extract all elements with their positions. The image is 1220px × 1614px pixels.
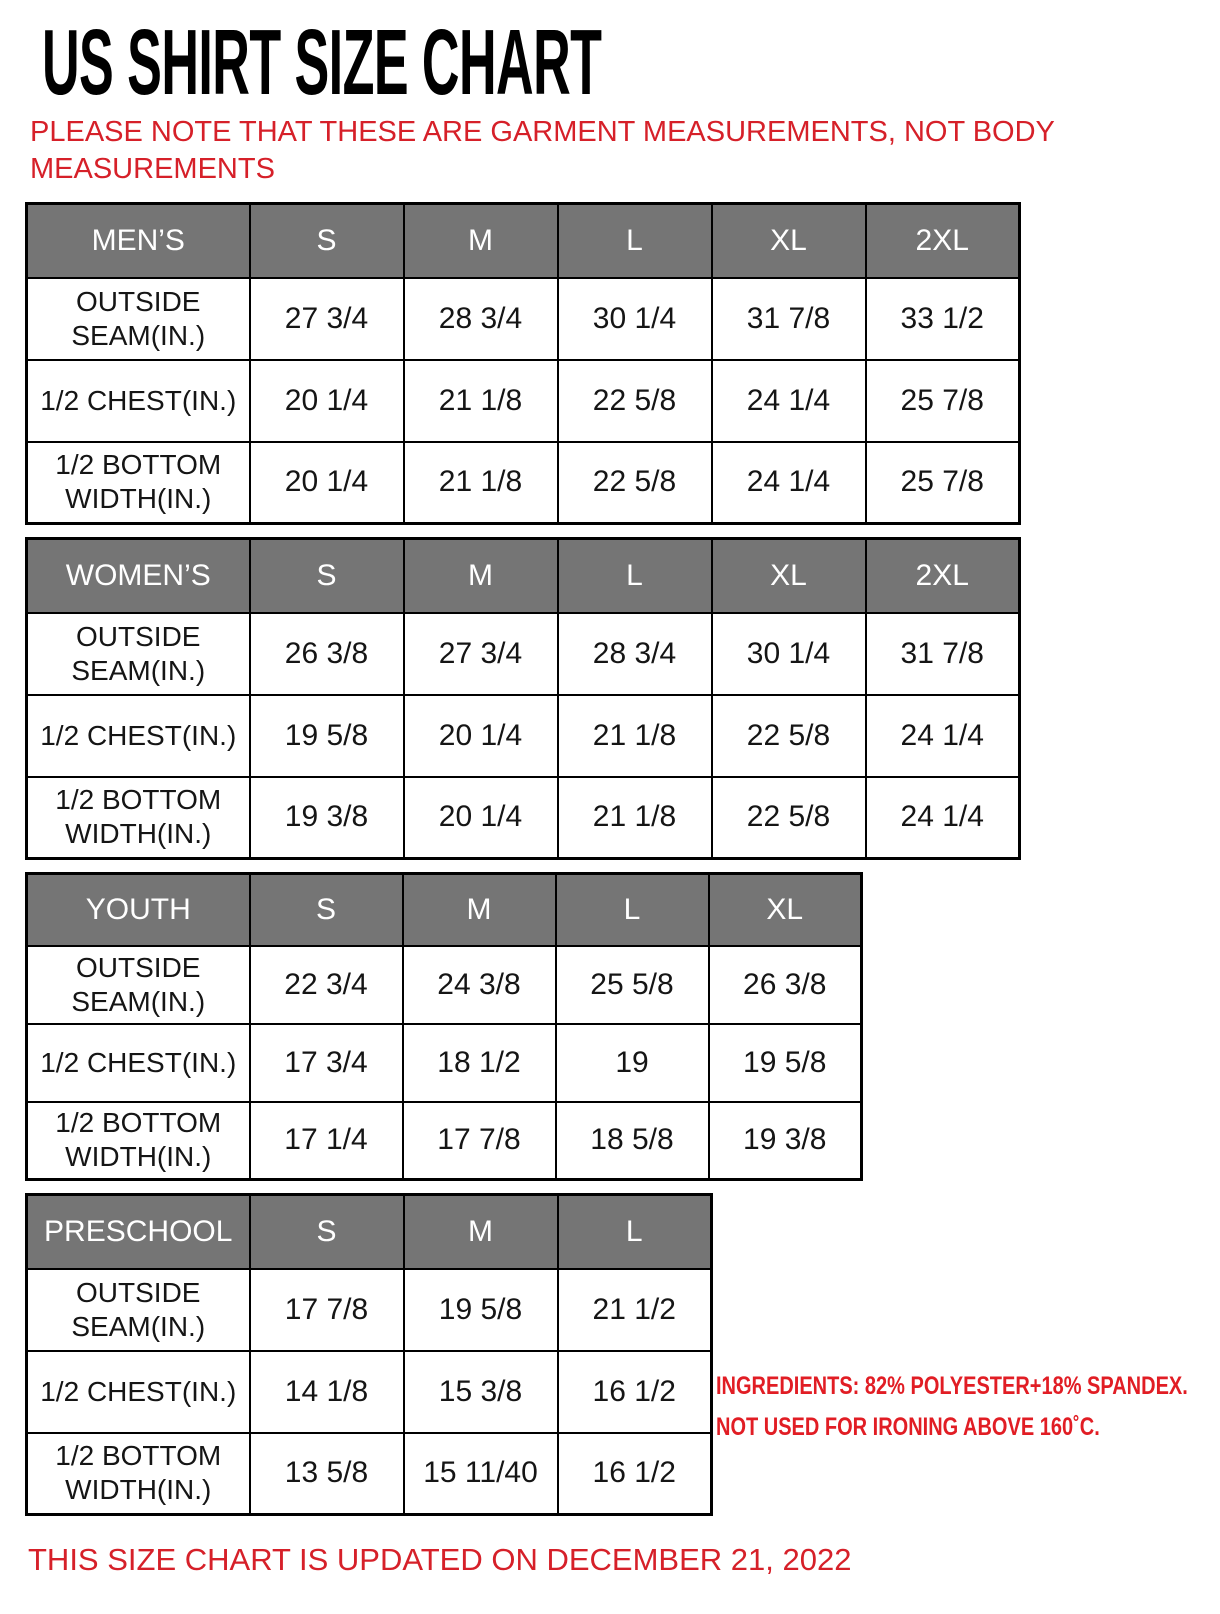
size-value: 15 3/8	[404, 1351, 558, 1433]
table-row	[27, 1024, 862, 1102]
size-value: 16 1/2	[558, 1433, 712, 1515]
size-value: 31 7/8	[712, 278, 866, 360]
preschool-header-row	[27, 1195, 712, 1269]
size-value: 22 5/8	[712, 695, 866, 777]
size-value: 15 11/40	[404, 1433, 558, 1515]
size-value: 22 3/4	[250, 946, 403, 1024]
size-value: 20 1/4	[404, 777, 558, 859]
size-2xl-header: 2XL	[866, 204, 1020, 278]
size-xl-header: XL	[712, 539, 866, 613]
size-value: 26 3/8	[250, 613, 404, 695]
row-label-half-bottom-width: 1/2 BOTTOM WIDTH(IN.)	[27, 777, 250, 859]
size-value: 17 3/4	[250, 1024, 403, 1102]
table-row	[27, 613, 1020, 695]
size-value: 19 5/8	[709, 1024, 862, 1102]
row-label-outside-seam: OUTSIDE SEAM(IN.)	[27, 278, 250, 360]
size-value: 20 1/4	[250, 360, 404, 442]
table-row	[27, 946, 862, 1024]
note-line-1: PLEASE NOTE THAT THESE ARE GARMENT MEASUREMENTS, NOT BODY	[30, 116, 1055, 148]
size-value: 27 3/4	[250, 278, 404, 360]
size-value: 22 5/8	[712, 777, 866, 859]
table-row	[27, 442, 1020, 524]
row-label-outside-seam: OUTSIDE SEAM(IN.)	[27, 613, 250, 695]
womens-header-cell: WOMEN’S	[27, 539, 250, 613]
size-m-header: M	[403, 874, 556, 946]
size-l-header: L	[558, 1195, 712, 1269]
update-date-note: THIS SIZE CHART IS UPDATED ON DECEMBER 21, 2022	[28, 1542, 852, 1577]
size-value: 21 1/8	[558, 777, 712, 859]
mens-header-row	[27, 204, 1020, 278]
size-value: 14 1/8	[250, 1351, 404, 1433]
size-value: 18 5/8	[556, 1102, 709, 1180]
size-value: 27 3/4	[404, 613, 558, 695]
ingredients-note	[716, 1366, 1220, 1448]
size-value: 20 1/4	[404, 695, 558, 777]
size-value: 21 1/8	[404, 442, 558, 524]
size-s-header: S	[250, 1195, 404, 1269]
size-value: 20 1/4	[250, 442, 404, 524]
size-value: 25 7/8	[866, 360, 1020, 442]
row-label-half-chest: 1/2 CHEST(IN.)	[27, 695, 250, 777]
size-value: 21 1/8	[558, 695, 712, 777]
row-label-half-chest: 1/2 CHEST(IN.)	[27, 1351, 250, 1433]
youth-header-row	[27, 874, 862, 946]
table-row	[27, 777, 1020, 859]
size-value: 17 1/4	[250, 1102, 403, 1180]
size-2xl-header: 2XL	[866, 539, 1020, 613]
row-label-half-bottom-width: 1/2 BOTTOM WIDTH(IN.)	[27, 1102, 250, 1180]
womens-header-row	[27, 539, 1020, 613]
size-m-header: M	[404, 1195, 558, 1269]
size-s-header: S	[250, 204, 404, 278]
note-line-2: MEASUREMENTS	[30, 153, 275, 185]
size-value: 19 3/8	[250, 777, 404, 859]
size-value: 13 5/8	[250, 1433, 404, 1515]
size-s-header: S	[250, 874, 403, 946]
size-xl-header: XL	[712, 204, 866, 278]
size-l-header: L	[558, 539, 712, 613]
size-value: 19 3/8	[709, 1102, 862, 1180]
size-value: 19	[556, 1024, 709, 1102]
size-value: 25 7/8	[866, 442, 1020, 524]
size-value: 30 1/4	[712, 613, 866, 695]
size-value: 17 7/8	[403, 1102, 556, 1180]
size-m-header: M	[404, 539, 558, 613]
size-value: 16 1/2	[558, 1351, 712, 1433]
size-value: 24 1/4	[712, 360, 866, 442]
size-value: 17 7/8	[250, 1269, 404, 1351]
table-row	[27, 695, 1020, 777]
table-row	[27, 278, 1020, 360]
row-label-outside-seam: OUTSIDE SEAM(IN.)	[27, 1269, 250, 1351]
size-value: 19 5/8	[250, 695, 404, 777]
preschool-size-table	[25, 1193, 713, 1516]
row-label-half-chest: 1/2 CHEST(IN.)	[27, 1024, 250, 1102]
size-value: 28 3/4	[558, 613, 712, 695]
mens-size-table	[25, 202, 1021, 525]
row-label-half-bottom-width: 1/2 BOTTOM WIDTH(IN.)	[27, 1433, 250, 1515]
size-value: 18 1/2	[403, 1024, 556, 1102]
size-value: 21 1/2	[558, 1269, 712, 1351]
size-value: 19 5/8	[404, 1269, 558, 1351]
size-xl-header: XL	[709, 874, 862, 946]
womens-size-table	[25, 537, 1021, 860]
size-value: 24 3/8	[403, 946, 556, 1024]
table-row	[27, 360, 1020, 442]
row-label-outside-seam: OUTSIDE SEAM(IN.)	[27, 946, 250, 1024]
size-value: 26 3/8	[709, 946, 862, 1024]
table-row	[27, 1433, 712, 1515]
size-value: 24 1/4	[712, 442, 866, 524]
size-value: 31 7/8	[866, 613, 1020, 695]
size-value: 25 5/8	[556, 946, 709, 1024]
youth-header-cell: YOUTH	[27, 874, 250, 946]
table-row	[27, 1351, 712, 1433]
preschool-header-cell: PRESCHOOL	[27, 1195, 250, 1269]
page-title	[42, 10, 1220, 114]
table-row	[27, 1269, 712, 1351]
row-label-half-chest: 1/2 CHEST(IN.)	[27, 360, 250, 442]
ingredients-line-1: INGREDIENTS: 82% POLYESTER+18% SPANDEX.	[716, 1372, 1188, 1400]
ingredients-line-2: NOT USED FOR IRONING ABOVE 160˚C.	[716, 1413, 1100, 1441]
youth-size-table	[25, 872, 863, 1181]
size-m-header: M	[404, 204, 558, 278]
page-title-text: US SHIRT SIZE CHART	[42, 10, 602, 114]
row-label-half-bottom-width: 1/2 BOTTOM WIDTH(IN.)	[27, 442, 250, 524]
size-l-header: L	[558, 204, 712, 278]
size-value: 30 1/4	[558, 278, 712, 360]
table-row	[27, 1102, 862, 1180]
size-l-header: L	[556, 874, 709, 946]
size-value: 22 5/8	[558, 360, 712, 442]
size-s-header: S	[250, 539, 404, 613]
size-value: 22 5/8	[558, 442, 712, 524]
size-value: 21 1/8	[404, 360, 558, 442]
size-value: 24 1/4	[866, 777, 1020, 859]
mens-header-cell: MEN’S	[27, 204, 250, 278]
size-value: 24 1/4	[866, 695, 1020, 777]
size-value: 28 3/4	[404, 278, 558, 360]
size-value: 33 1/2	[866, 278, 1020, 360]
garment-measurement-note	[30, 114, 1220, 188]
